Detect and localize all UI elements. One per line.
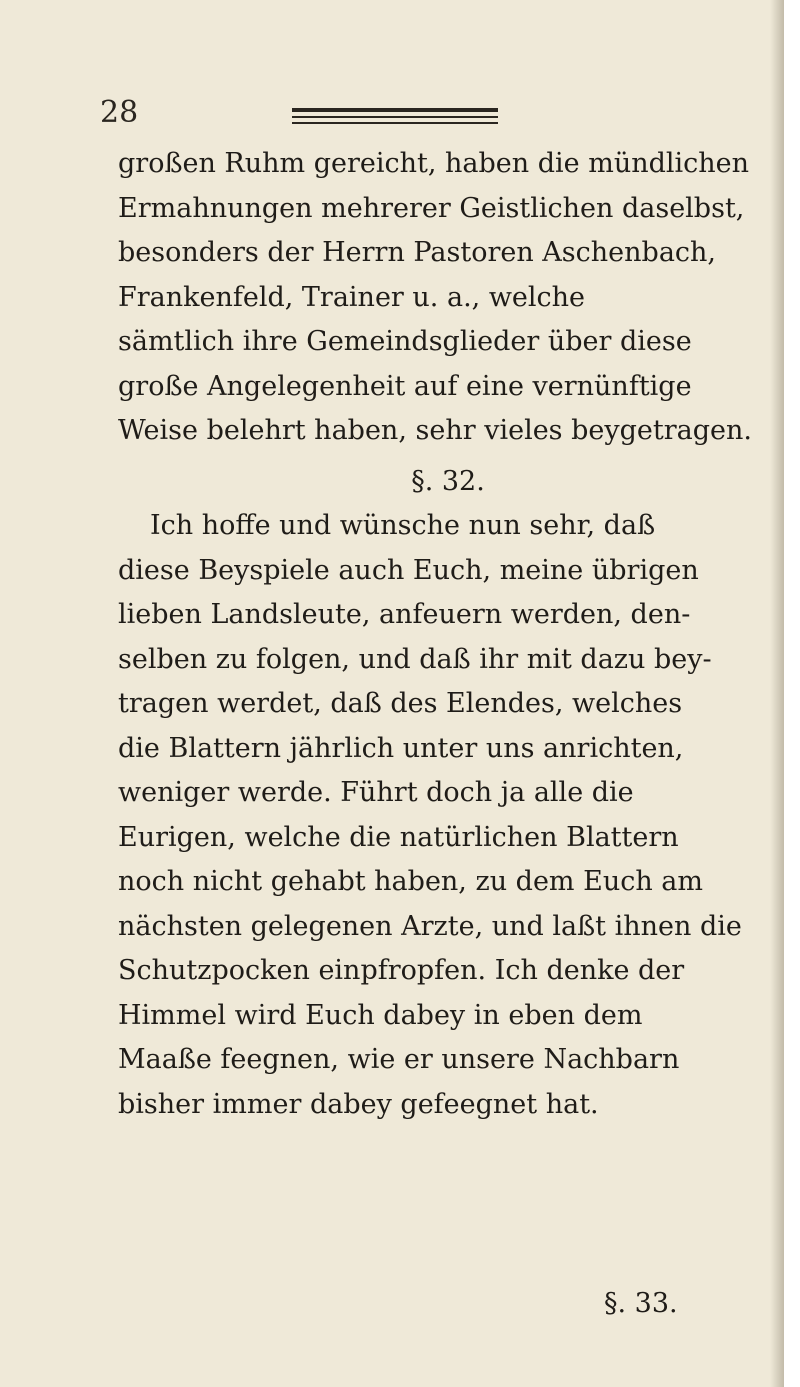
text-line: große Angelegenheit auf eine vernünftige (118, 370, 692, 402)
text-line: Weise belehrt haben, sehr vieles beygetragen. (118, 415, 752, 446)
header-rule-thin (292, 122, 498, 124)
text-line: die Blattern jährlich unter uns anrichten, (118, 732, 684, 764)
text-line: noch nicht gehabt haben, zu dem Euch am (118, 866, 704, 897)
text-line: Himmel wird Euch dabey in eben dem (118, 999, 643, 1031)
header-rule-thick (292, 108, 498, 112)
text-line: besonders der Herrn Pastoren Aschenbach, (118, 237, 717, 268)
catchword: §. 33. (604, 1288, 678, 1319)
text-line: weniger werde. Führt doch ja alle die (118, 777, 634, 808)
gutter-shadow (770, 0, 784, 1387)
text-line: diese Beyspiele auch Euch, meine übrigen (118, 554, 699, 586)
text-line: lieben Landsleute, anfeuern werden, den- (118, 599, 691, 630)
text-line: großen Ruhm gereicht, haben die mündlichen (118, 148, 750, 179)
page-edge (784, 0, 800, 1387)
text-line: nächsten gelegenen Arzte, und laßt ihnen die (118, 910, 742, 942)
text-line: Frankenfeld, Trainer u. a., welche (118, 281, 586, 313)
section-heading: §. 32. (411, 465, 485, 497)
text-line: Eurigen, welche die natürlichen Blattern (118, 821, 679, 853)
paragraph-first-line: Ich hoffe und wünsche nun sehr, daß (150, 510, 656, 541)
text-line: bisher immer dabey gefeegnet hat. (118, 1088, 599, 1120)
text-line: sämtlich ihre Gemeindsglieder über diese (118, 326, 692, 357)
text-line: Maaße feegnen, wie er unsere Nachbarn (118, 1044, 680, 1075)
text-line: tragen werdet, daß des Elendes, welches (118, 688, 683, 719)
text-line: Schutzpocken einpfropfen. Ich denke der (118, 955, 685, 986)
body-text (118, 142, 758, 1127)
text-line: selben zu folgen, und daß ihr mit dazu bey- (118, 643, 712, 675)
page-number: 28 (100, 95, 139, 130)
header-rule-thin (292, 116, 498, 118)
text-line: Ermahnungen mehrerer Geistlichen daselbst, (118, 192, 745, 224)
